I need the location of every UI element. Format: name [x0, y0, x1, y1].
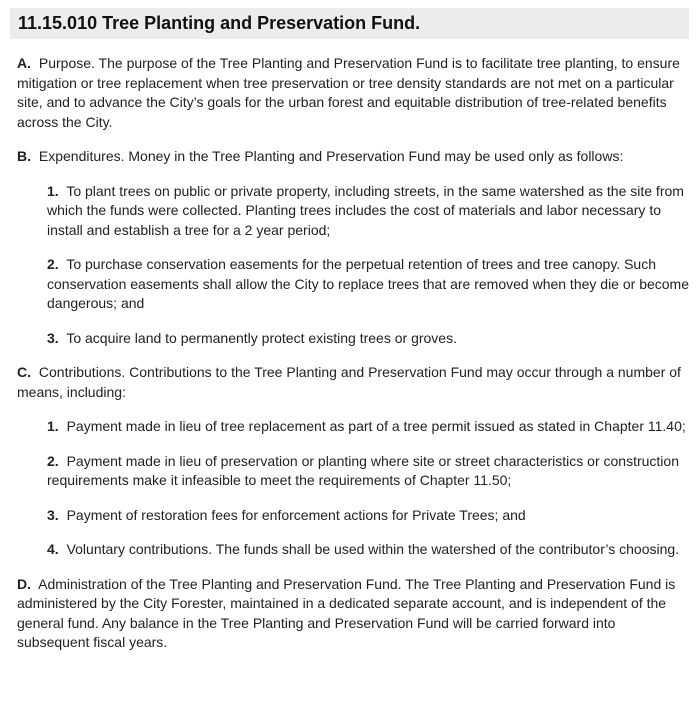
subsection-label: C.: [17, 364, 31, 380]
item-number: 2.: [47, 256, 59, 272]
section-header: [10, 8, 689, 39]
item-number: 1.: [47, 182, 59, 199]
subsection-a: [17, 54, 689, 132]
subsection-text: Expenditures. Money in the Tree Planting and Preservation Fund may be used only as follows:: [38, 148, 624, 164]
item-number: 2.: [47, 452, 59, 469]
list-item: [47, 540, 689, 560]
list-item: [47, 417, 689, 437]
subsection-c: [17, 363, 689, 402]
item-text: Payment of restoration fees for enforcement actions for Private Trees; and: [66, 506, 526, 523]
list-item: [47, 182, 689, 241]
item-text: Payment made in lieu of preservation or planting where site or street characteristics or construction requirements make it infeasible to meet the requirements of Chapter 11.50;: [47, 452, 679, 488]
subsection-text: Purpose. The purpose of the Tree Planting and Preservation Fund is to facilitate tree planting, to ensure mitigation or tree replacement when tree preservation or tree density standards are not met on a particular site, and to advance the City’s goals for the urban forest and equitable distribution of tree-related benefits across the City.: [17, 55, 680, 130]
list-item: [47, 452, 689, 491]
subsection-b: [17, 147, 689, 167]
item-text: Voluntary contributions. The funds shall be used within the watershed of the contributor’s choosing.: [66, 541, 680, 557]
item-number: 3.: [47, 506, 59, 523]
subsection-label: A.: [17, 55, 31, 71]
list-item: [47, 255, 689, 314]
list-item: [47, 329, 689, 349]
item-text: To plant trees on public or private property, including streets, in the same watershed as the site from which the funds were collected. Planting trees includes the cost of materials and labor necessary to install and establish a tree for a 2 year period;: [47, 182, 684, 238]
subsection-label: D.: [17, 575, 31, 592]
item-number: 3.: [47, 329, 59, 346]
subsection-text: Administration of the Tree Planting and Preservation Fund. The Tree Planting and Preservation Fund is administered by the City Forester, maintained in a dedicated separate account, and is independent of the general fund. Any balance in the Tree Planting and Preservation Fund will be carried forward into subsequent fiscal years.: [17, 575, 676, 650]
item-number: 4.: [47, 541, 59, 557]
subsection-text: Contributions. Contributions to the Tree Planting and Preservation Fund may occur through a number of means, including:: [17, 364, 681, 400]
section-body: [17, 54, 689, 668]
item-number: 1.: [47, 418, 59, 434]
item-text: To acquire land to permanently protect existing trees or groves.: [66, 329, 457, 346]
subsection-label: B.: [17, 148, 31, 164]
item-text: Payment made in lieu of tree replacement as part of a tree permit issued as stated in Chapter 11.40;: [66, 418, 686, 434]
item-text: To purchase conservation easements for the perpetual retention of trees and tree canopy. Such conservation easements shall allow the City to replace trees that are removed when they die or become dangerous; and: [47, 256, 690, 311]
list-item: [47, 506, 689, 526]
page-title: 11.15.010 Tree Planting and Preservation Fund.: [18, 13, 421, 33]
subsection-d: [17, 575, 689, 653]
